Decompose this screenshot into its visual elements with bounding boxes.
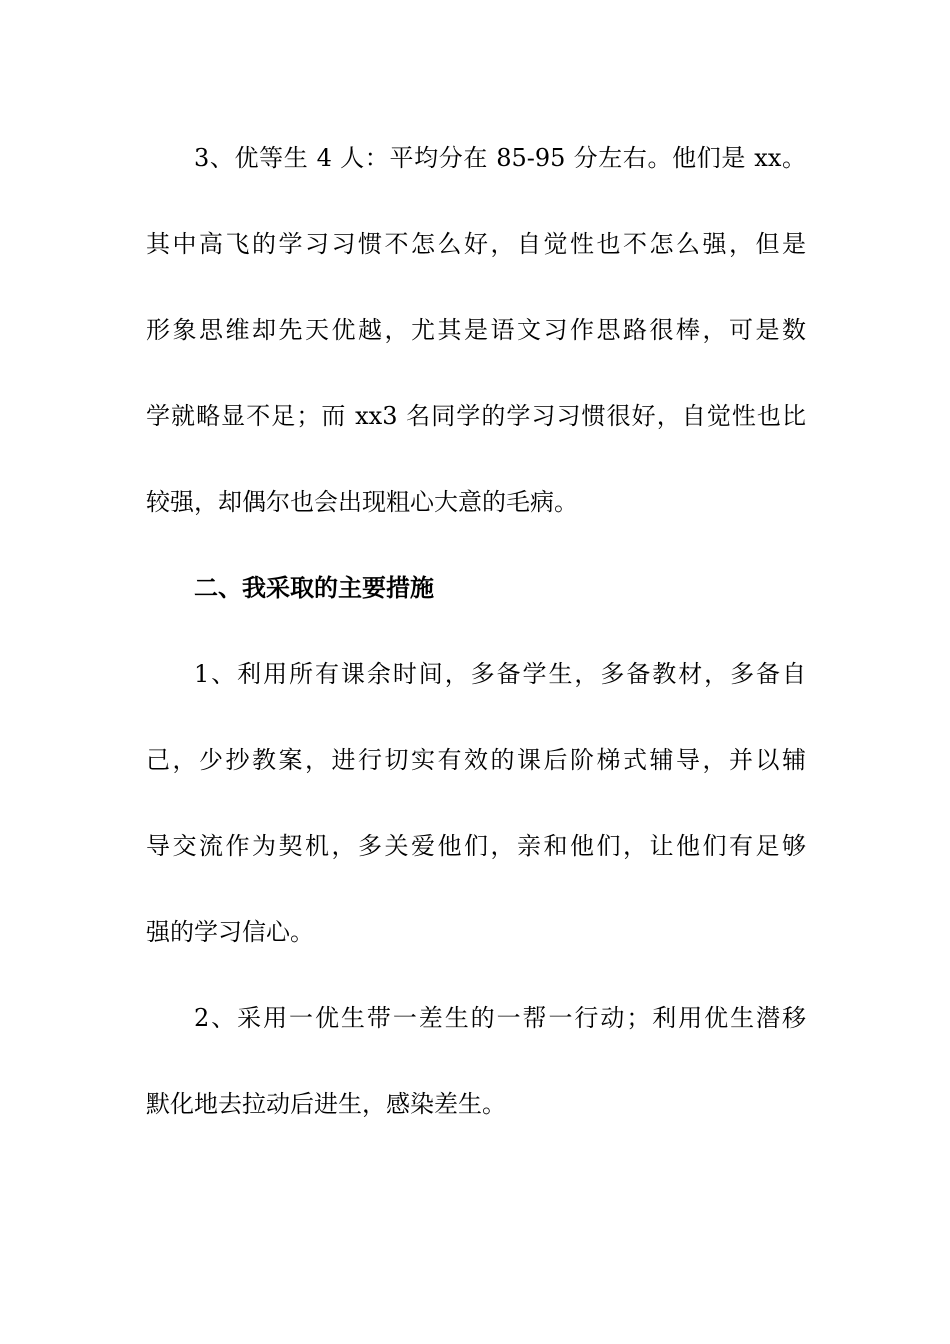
paragraph-line: 强的学习信心。 [146,918,314,946]
paragraph-line: 其中高飞的学习习惯不怎么好，自觉性也不怎么强，但是 [146,230,806,258]
paragraph-line: 默化地去拉动后进生，感染差生。 [146,1090,506,1118]
paragraph-line: 己，少抄教案，进行切实有效的课后阶梯式辅导，并以辅 [146,746,806,774]
section-heading: 二、我采取的主要措施 [194,574,434,602]
paragraph-line: 学就略显不足；而 xx3 名同学的学习习惯很好，自觉性也比 [146,402,806,430]
paragraph-line: 2、采用一优生带一差生的一帮一行动；利用优生潜移 [194,1004,806,1032]
paragraph-line: 较强，却偶尔也会出现粗心大意的毛病。 [146,488,578,516]
paragraph-line: 导交流作为契机，多关爱他们，亲和他们，让他们有足够 [146,832,806,860]
paragraph-line: 形象思维却先天优越，尤其是语文习作思路很棒，可是数 [146,316,806,344]
paragraph-line: 1、利用所有课余时间，多备学生，多备教材，多备自 [194,660,806,688]
paragraph-line: 3、优等生 4 人：平均分在 85-95 分左右。他们是 xx。 [194,144,806,172]
